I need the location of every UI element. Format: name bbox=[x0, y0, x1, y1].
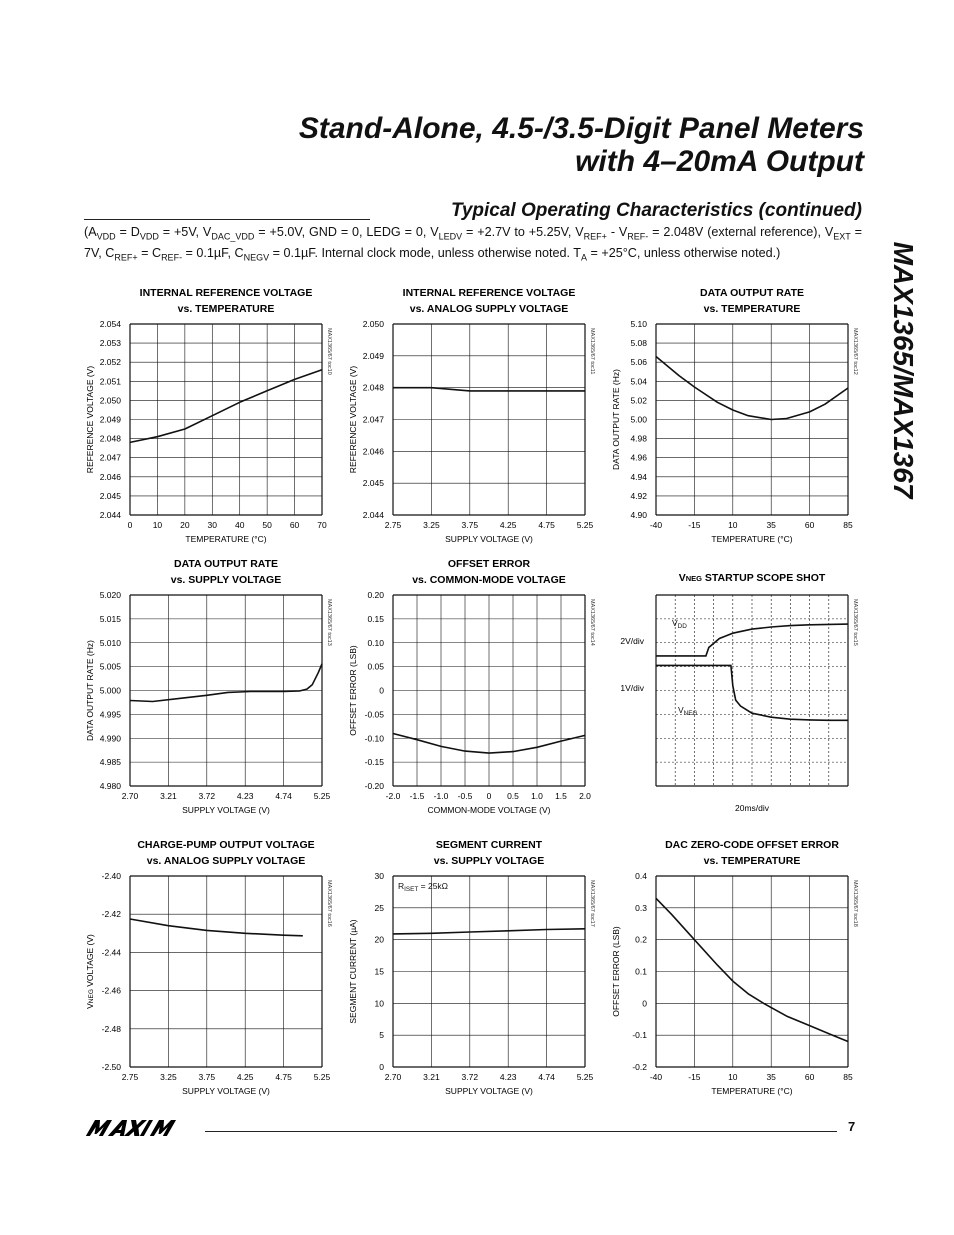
x-tick-label: 2.0 bbox=[579, 791, 591, 801]
x-tick-label: 10 bbox=[152, 520, 163, 530]
chart-svg bbox=[608, 834, 908, 1099]
y-tick-label: -2.46 bbox=[101, 985, 121, 996]
chart-svg bbox=[82, 553, 382, 818]
x-tick-label: 40 bbox=[234, 520, 245, 530]
series-line bbox=[656, 898, 848, 1041]
chart-subtitle: vs. ANALOG SUPPLY VOLTAGE bbox=[146, 855, 306, 867]
x-tick-label: 60 bbox=[804, 520, 815, 530]
y-tick-label: -0.15 bbox=[364, 757, 384, 768]
y-tick-label: 5.04 bbox=[630, 376, 647, 387]
x-tick-label: 4.74 bbox=[275, 791, 292, 801]
series-line bbox=[656, 357, 848, 420]
x-tick-label: -15 bbox=[688, 520, 701, 530]
page-title bbox=[299, 112, 864, 178]
y-tick-label: 2.045 bbox=[99, 490, 121, 501]
annotation-label: $R_{ISET} = 25k\Omega$ bbox=[398, 881, 449, 893]
y-tick-label: 30 bbox=[374, 871, 384, 881]
y-tick-label: 4.90 bbox=[630, 510, 647, 520]
ch2-trace-label: $V_{NEG}$ bbox=[678, 705, 698, 717]
x-tick-label: 85 bbox=[843, 520, 853, 530]
y-tick-label: 2.047 bbox=[362, 414, 384, 425]
y-tick-label: 0.3 bbox=[635, 902, 647, 913]
x-tick-label: 2.70 bbox=[121, 791, 139, 801]
y-tick-label: 2.046 bbox=[362, 446, 384, 457]
x-tick-label: 60 bbox=[289, 520, 300, 530]
y-tick-label: 0.1 bbox=[635, 966, 647, 977]
y-tick-label: 0.4 bbox=[635, 871, 647, 881]
chart-title: DAC ZERO-CODE OFFSET ERROR bbox=[665, 839, 839, 851]
chart-code-label: MAX1365/67 toc11 bbox=[589, 328, 595, 375]
y-tick-label: 15 bbox=[374, 966, 384, 977]
y-tick-label: -2.42 bbox=[101, 909, 121, 920]
chart-subtitle: vs. SUPPLY VOLTAGE bbox=[170, 574, 282, 586]
x-tick-label: -15 bbox=[688, 1072, 701, 1082]
y-tick-label: 2.050 bbox=[362, 319, 384, 329]
y-tick-label: 5 bbox=[379, 1030, 384, 1041]
chart-svg bbox=[345, 282, 645, 547]
chart-title: INTERNAL REFERENCE VOLTAGE bbox=[402, 287, 576, 299]
x-tick-label: 4.75 bbox=[275, 1072, 292, 1082]
chart-code-label: MAX1365/67 toc14 bbox=[589, 599, 595, 646]
x-tick-label: 2.75 bbox=[121, 1072, 139, 1082]
y-tick-label: 0.05 bbox=[367, 661, 384, 672]
x-tick-label: 0.5 bbox=[507, 791, 519, 801]
chart-svg bbox=[608, 553, 908, 818]
x-tick-label: 3.25 bbox=[160, 1072, 177, 1082]
y-tick-label: 5.00 bbox=[630, 414, 647, 425]
y-tick-label: -2.48 bbox=[101, 1023, 121, 1034]
x-tick-label: 10 bbox=[728, 520, 738, 530]
x-axis-label: COMMON-MODE VOLTAGE (V) bbox=[427, 805, 551, 815]
y-tick-label: -0.1 bbox=[632, 1030, 647, 1041]
x-tick-label: 5.25 bbox=[313, 1072, 331, 1082]
chart-title: DATA OUTPUT RATE bbox=[173, 558, 279, 570]
y-axis-label: REFERENCE VOLTAGE (V) bbox=[85, 365, 95, 474]
y-axis-label: OFFSET ERROR (LSB) bbox=[611, 926, 621, 1017]
x-tick-label: 0 bbox=[127, 520, 133, 530]
y-tick-label: 0.2 bbox=[635, 934, 647, 945]
chart-ref-voltage-vs-supply bbox=[345, 282, 645, 547]
chart-code-label: MAX1365/67 toc13 bbox=[326, 599, 332, 646]
y-tick-label: -0.05 bbox=[364, 709, 384, 720]
y-tick-label: 4.990 bbox=[99, 733, 121, 744]
x-tick-label: 4.25 bbox=[499, 520, 517, 530]
x-tick-label: -1.0 bbox=[433, 791, 449, 801]
series-line bbox=[130, 664, 322, 702]
y-tick-label: 2.049 bbox=[99, 414, 121, 425]
x-tick-label: 4.23 bbox=[499, 1072, 517, 1082]
y-axis-label: DATA OUTPUT RATE (Hz) bbox=[85, 640, 95, 741]
y-tick-label: 5.015 bbox=[99, 613, 121, 624]
y-tick-label: 5.000 bbox=[99, 685, 121, 696]
section-rule bbox=[84, 219, 370, 220]
y-tick-label: 2.049 bbox=[362, 350, 384, 361]
chart-title: CHARGE-PUMP OUTPUT VOLTAGE bbox=[137, 839, 315, 851]
x-tick-label: 50 bbox=[262, 520, 272, 530]
series-line bbox=[130, 370, 322, 443]
y-tick-label: 2.051 bbox=[99, 376, 121, 387]
y-tick-label: 2.044 bbox=[362, 510, 384, 520]
chart-ref-voltage-vs-temperature bbox=[82, 282, 382, 547]
chart-vneg-startup-scope bbox=[608, 553, 908, 818]
chart-title: VNEG STARTUP SCOPE SHOT bbox=[678, 572, 826, 584]
chart-data-rate-vs-temperature bbox=[608, 282, 908, 547]
title-line-1: Stand-Alone, 4.5-/3.5-Digit Panel Meters bbox=[298, 112, 864, 145]
chart-subtitle: vs. TEMPERATURE bbox=[703, 855, 801, 867]
chart-svg bbox=[345, 834, 645, 1099]
x-tick-label: 1.5 bbox=[555, 791, 567, 801]
x-tick-label: 3.75 bbox=[198, 1072, 216, 1082]
x-tick-label: 35 bbox=[766, 520, 776, 530]
x-tick-label: 70 bbox=[317, 520, 327, 530]
x-tick-label: 3.21 bbox=[160, 791, 177, 801]
y-tick-label: 2.048 bbox=[99, 433, 121, 444]
x-tick-label: 4.25 bbox=[236, 1072, 254, 1082]
x-tick-label: 1.0 bbox=[531, 791, 543, 801]
x-tick-label: 30 bbox=[207, 520, 218, 530]
y-tick-label: 4.995 bbox=[99, 709, 121, 720]
x-tick-label: 3.21 bbox=[423, 1072, 440, 1082]
x-axis-label: TEMPERATURE (°C) bbox=[711, 1086, 793, 1096]
y-tick-label: 4.94 bbox=[630, 471, 647, 482]
chart-segment-current-vs-supply bbox=[345, 834, 645, 1099]
y-tick-label: 2.052 bbox=[99, 357, 121, 368]
y-tick-label: 10 bbox=[374, 998, 384, 1009]
maxim-logo-mark bbox=[84, 1117, 194, 1139]
chart-code-label: MAX1365/67 toc12 bbox=[852, 328, 858, 375]
chart-offset-error-vs-cm-voltage bbox=[345, 553, 645, 818]
chart-code-label: MAX1365/67 toc15 bbox=[852, 599, 858, 646]
time-scale-label: 20ms/div bbox=[734, 803, 770, 813]
chart-svg bbox=[82, 282, 382, 547]
chart-svg bbox=[608, 282, 908, 547]
x-tick-label: 4.74 bbox=[538, 1072, 555, 1082]
chart-data-rate-vs-supply bbox=[82, 553, 382, 818]
y-tick-label: 2.053 bbox=[99, 338, 121, 349]
y-tick-label: 5.020 bbox=[99, 590, 121, 600]
y-tick-label: 4.985 bbox=[99, 757, 121, 768]
x-tick-label: -0.5 bbox=[457, 791, 473, 801]
y-tick-label: 4.98 bbox=[630, 433, 647, 444]
y-tick-label: 4.980 bbox=[99, 781, 121, 791]
series-line bbox=[130, 919, 303, 936]
chart-code-label: MAX1365/67 toc18 bbox=[852, 880, 858, 927]
x-tick-label: 4.75 bbox=[538, 520, 555, 530]
y-axis-label: DATA OUTPUT RATE (Hz) bbox=[611, 369, 621, 470]
x-tick-label: 35 bbox=[766, 1072, 776, 1082]
x-axis-label: TEMPERATURE (°C) bbox=[711, 534, 793, 544]
x-tick-label: 60 bbox=[804, 1072, 815, 1082]
series-line bbox=[393, 388, 585, 391]
y-tick-label: 25 bbox=[374, 902, 384, 913]
chart-dac-offset-vs-temperature bbox=[608, 834, 908, 1099]
chart-title: DATA OUTPUT RATE bbox=[699, 287, 805, 299]
sidebar-part-number: MAX1365/MAX1367 bbox=[888, 241, 919, 499]
ch2-scale-label: 1V/div bbox=[620, 683, 644, 693]
test-conditions: ($A_{VDD} = D_{VDD} = +5V$, $V_{DAC\_VDD} = +5.0V$, GND = 0, LEDG = 0, $V_{LEDV} = +2.7V$ to +5.25V, $V_{REF+} - V_{REF-} = 2.048V$ (external reference), $V_{EXT} = 7V$, $C_{REF+} = C_{REF-} = 0.1\mu F$, $C_{NEGV} = 0.1\mu F$. Internal clock mode, unless otherwise noted. $T_A = +25^\circ C$, unless otherwise noted.) bbox=[84, 225, 863, 263]
ch1-trace-label: $V_{DD}$ bbox=[672, 618, 687, 630]
chart-subtitle: vs. SUPPLY VOLTAGE bbox=[433, 855, 545, 867]
y-tick-label: 20 bbox=[374, 934, 384, 945]
y-tick-label: -2.40 bbox=[101, 871, 121, 881]
y-tick-label: 0 bbox=[642, 998, 647, 1009]
y-tick-label: 2.048 bbox=[362, 382, 384, 393]
y-tick-label: 2.050 bbox=[99, 395, 121, 406]
title-line-2: with 4–20mA Output bbox=[575, 145, 864, 178]
x-tick-label: -2.0 bbox=[385, 791, 401, 801]
y-tick-label: 2.046 bbox=[99, 471, 121, 482]
x-tick-label: -40 bbox=[649, 1072, 663, 1082]
x-axis-label: SUPPLY VOLTAGE (V) bbox=[182, 805, 270, 815]
chart-subtitle: vs. COMMON-MODE VOLTAGE bbox=[412, 574, 566, 586]
x-axis-label: SUPPLY VOLTAGE (V) bbox=[445, 534, 533, 544]
x-tick-label: -1.5 bbox=[409, 791, 425, 801]
x-tick-label: 10 bbox=[728, 1072, 738, 1082]
x-tick-label: 2.70 bbox=[384, 1072, 402, 1082]
x-tick-label: 0 bbox=[486, 791, 492, 801]
chart-subtitle: vs. TEMPERATURE bbox=[177, 303, 275, 315]
x-tick-label: 5.25 bbox=[576, 1072, 594, 1082]
page-number: 7 bbox=[848, 1119, 856, 1134]
chart-subtitle: vs. TEMPERATURE bbox=[703, 303, 801, 315]
y-tick-label: -2.50 bbox=[101, 1062, 121, 1072]
chart-subtitle: vs. ANALOG SUPPLY VOLTAGE bbox=[409, 303, 569, 315]
chart-code-label: MAX1365/67 toc16 bbox=[326, 880, 332, 927]
y-tick-label: 0.15 bbox=[367, 613, 384, 624]
x-tick-label: 3.75 bbox=[461, 520, 479, 530]
section-heading: Typical Operating Characteristics (continued) bbox=[450, 200, 862, 221]
x-tick-label: 20 bbox=[180, 520, 190, 530]
maxim-logo bbox=[84, 1117, 194, 1144]
y-tick-label: -2.44 bbox=[101, 947, 121, 958]
chart-charge-pump-vs-supply bbox=[82, 834, 382, 1099]
y-tick-label: -0.20 bbox=[364, 781, 384, 791]
y-tick-label: 2.044 bbox=[99, 510, 121, 520]
y-tick-label: 5.02 bbox=[630, 395, 647, 406]
y-tick-label: 4.96 bbox=[630, 452, 647, 463]
y-tick-label: 5.010 bbox=[99, 637, 121, 648]
y-tick-label: 5.08 bbox=[630, 338, 647, 349]
series-line bbox=[393, 929, 585, 934]
y-tick-label: 4.92 bbox=[630, 490, 647, 501]
y-axis-label: SEGMENT CURRENT (µA) bbox=[348, 919, 358, 1024]
chart-svg bbox=[345, 553, 645, 818]
chart-title: SEGMENT CURRENT bbox=[435, 839, 543, 851]
ch1-scale-label: 2V/div bbox=[620, 636, 644, 646]
section-header bbox=[84, 200, 864, 224]
x-tick-label: 5.25 bbox=[313, 791, 331, 801]
y-tick-label: 2.054 bbox=[99, 319, 121, 329]
y-tick-label: 0.10 bbox=[367, 637, 384, 648]
y-axis-label: OFFSET ERROR (LSB) bbox=[348, 645, 358, 736]
y-tick-label: -0.2 bbox=[632, 1062, 647, 1072]
x-tick-label: -40 bbox=[649, 520, 663, 530]
x-tick-label: 3.72 bbox=[198, 791, 216, 801]
y-tick-label: -0.10 bbox=[364, 733, 384, 744]
chart-title: INTERNAL REFERENCE VOLTAGE bbox=[139, 287, 313, 299]
y-axis-label: VNEG VOLTAGE (V) bbox=[85, 934, 95, 1009]
x-tick-label: 4.23 bbox=[236, 791, 254, 801]
chart-code-label: MAX1365/67 toc17 bbox=[589, 880, 595, 927]
y-tick-label: 2.045 bbox=[362, 478, 384, 489]
x-axis-label: TEMPERATURE (°C) bbox=[185, 534, 267, 544]
x-tick-label: 3.72 bbox=[461, 1072, 479, 1082]
y-tick-label: 5.06 bbox=[630, 357, 647, 368]
chart-svg bbox=[82, 834, 382, 1099]
y-tick-label: 0 bbox=[379, 1062, 384, 1072]
x-tick-label: 3.25 bbox=[423, 520, 440, 530]
y-tick-label: 5.10 bbox=[630, 319, 647, 329]
chart-code-label: MAX1365/67 toc10 bbox=[326, 328, 332, 375]
x-tick-label: 2.75 bbox=[384, 520, 402, 530]
y-tick-label: 0 bbox=[379, 685, 384, 696]
footer-rule bbox=[205, 1131, 837, 1132]
y-tick-label: 5.005 bbox=[99, 661, 121, 672]
y-axis-label: REFERENCE VOLTAGE (V) bbox=[348, 365, 358, 474]
x-axis-label: SUPPLY VOLTAGE (V) bbox=[182, 1086, 270, 1096]
x-axis-label: SUPPLY VOLTAGE (V) bbox=[445, 1086, 533, 1096]
x-tick-label: 5.25 bbox=[576, 520, 594, 530]
y-tick-label: 0.20 bbox=[367, 590, 384, 600]
y-tick-label: 2.047 bbox=[99, 452, 121, 463]
chart-title: OFFSET ERROR bbox=[447, 558, 531, 570]
x-tick-label: 85 bbox=[843, 1072, 853, 1082]
